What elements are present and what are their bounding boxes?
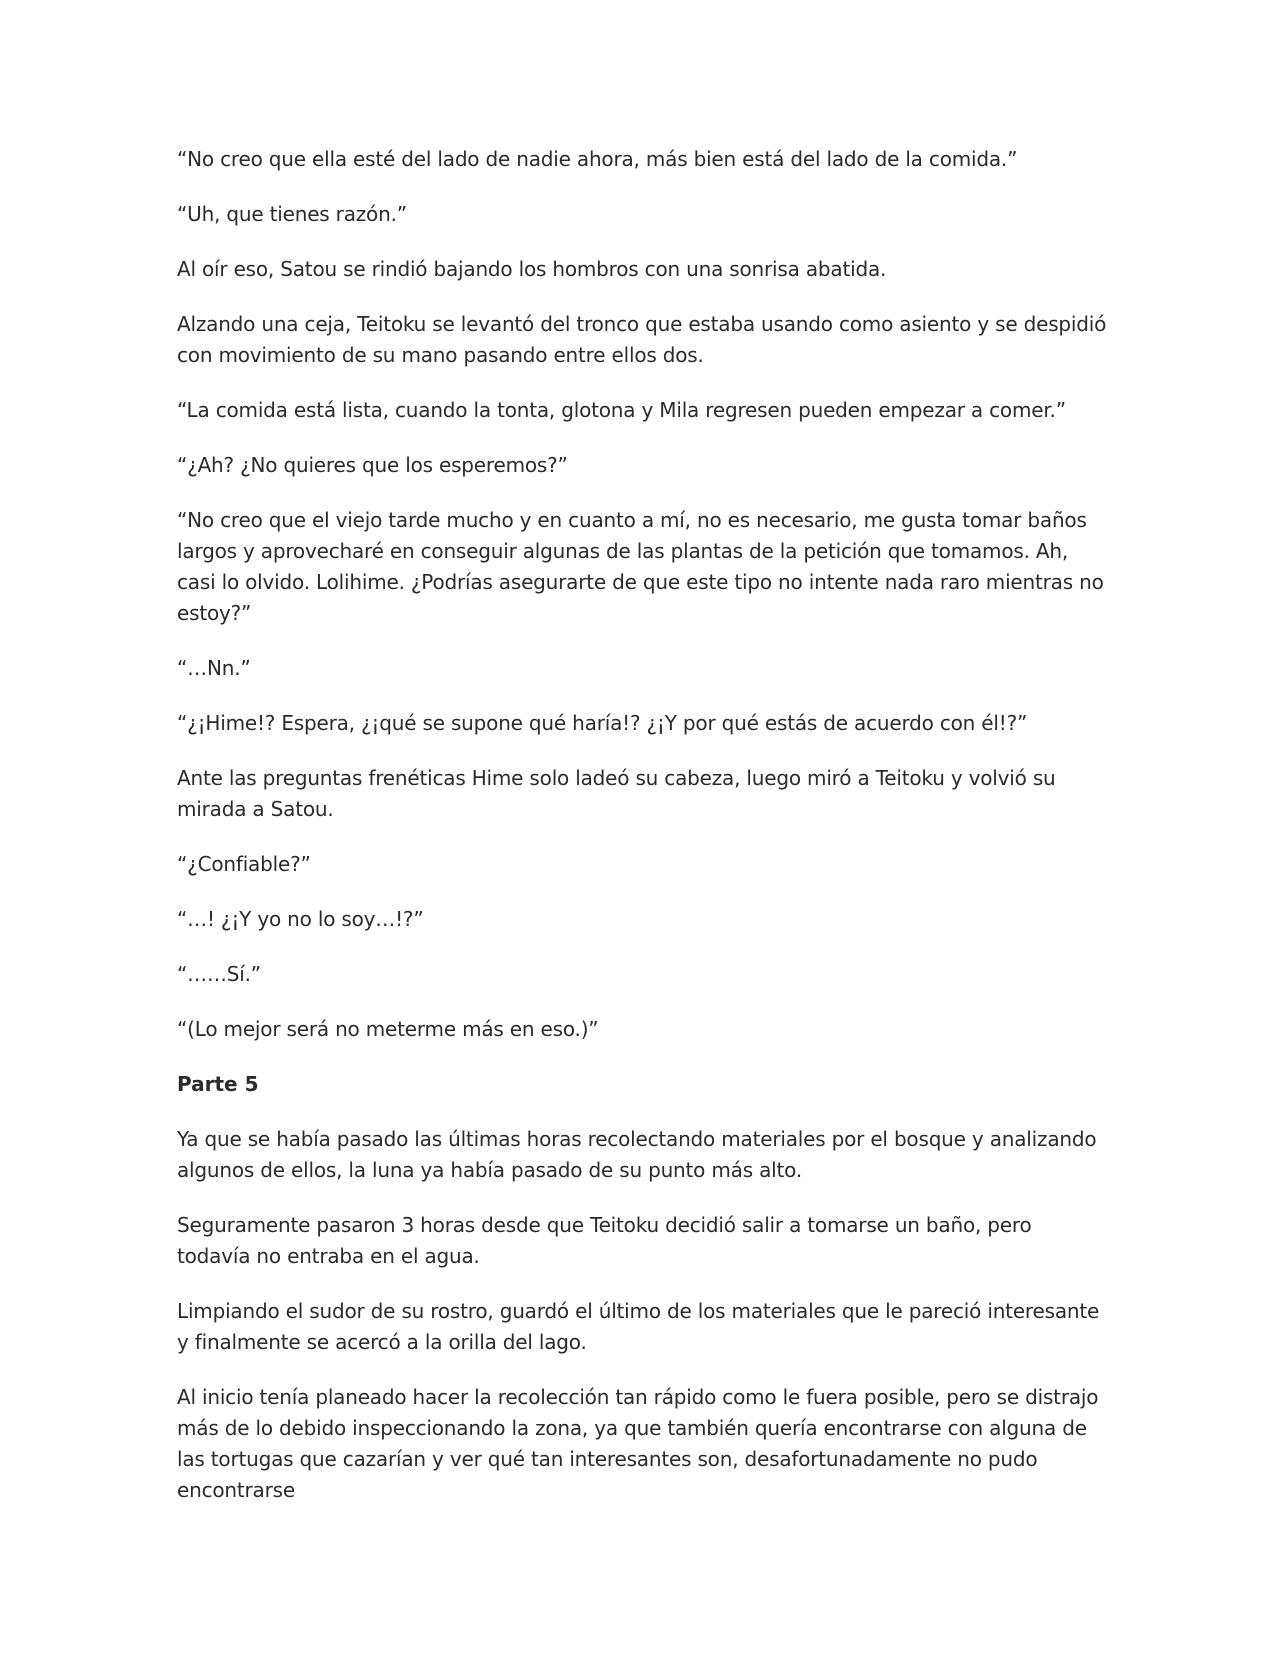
paragraph: Ante las preguntas frenéticas Hime solo ladeó su cabeza, luego miró a Teitoku y volvió su mirada a Satou. [177, 766, 1056, 821]
paragraph: Ya que se había pasado las últimas horas recolectando materiales por el bosque y analizando algunos de ellos, la luna ya había pasado de su punto más alto. [177, 1127, 1097, 1182]
paragraph: Al oír eso, Satou se rindió bajando los hombros con una sonrisa abatida. [177, 257, 887, 281]
paragraph: “……Sí.” [177, 962, 261, 986]
paragraph: Seguramente pasaron 3 horas desde que Teitoku decidió salir a tomarse un baño, pero todavía no entraba en el agua. [177, 1213, 1032, 1268]
paragraph: “Uh, que tienes razón.” [177, 202, 407, 226]
section-heading: Parte 5 [177, 1072, 259, 1096]
paragraph: “No creo que ella esté del lado de nadie ahora, más bien está del lado de la comida.” [177, 147, 1018, 171]
paragraph: “¿Confiable?” [177, 852, 311, 876]
paragraph: “…Nn.” [177, 656, 251, 680]
paragraph: “La comida está lista, cuando la tonta, glotona y Mila regresen pueden empezar a comer.” [177, 398, 1066, 422]
paragraph: “(Lo mejor será no meterme más en eso.)” [177, 1017, 599, 1041]
paragraph: Limpiando el sudor de su rostro, guardó el último de los materiales que le pareció interesante y finalmente se acercó a la orilla del lago. [177, 1299, 1100, 1354]
paragraph: “¿¡Hime!? Espera, ¿¡qué se supone qué haría!? ¿¡Y por qué estás de acuerdo con él!?” [177, 711, 1028, 735]
paragraph: Alzando una ceja, Teitoku se levantó del tronco que estaba usando como asiento y se despidió con movimiento de su mano pasando entre ellos dos. [177, 312, 1107, 367]
document-page [177, 144, 1107, 1530]
paragraph: “¿Ah? ¿No quieres que los esperemos?” [177, 453, 568, 477]
paragraph: Al inicio tenía planeado hacer la recolección tan rápido como le fuera posible, pero se distrajo más de lo debido inspeccionando la zona, ya que también quería encontrarse con alguna de las tortugas que cazarían y ver qué tan interesantes son, desafortunadamente no pudo encontrarse [177, 1385, 1099, 1502]
paragraph: “No creo que el viejo tarde mucho y en cuanto a mí, no es necesario, me gusta tomar baños largos y aprovecharé en conseguir algunas de las plantas de la petición que tomamos. Ah, casi lo olvido. Lolihime. ¿Podrías asegurarte de que este tipo no intente nada raro mientras no estoy?” [177, 508, 1104, 625]
paragraph: “…! ¿¡Y yo no lo soy…!?” [177, 907, 424, 931]
